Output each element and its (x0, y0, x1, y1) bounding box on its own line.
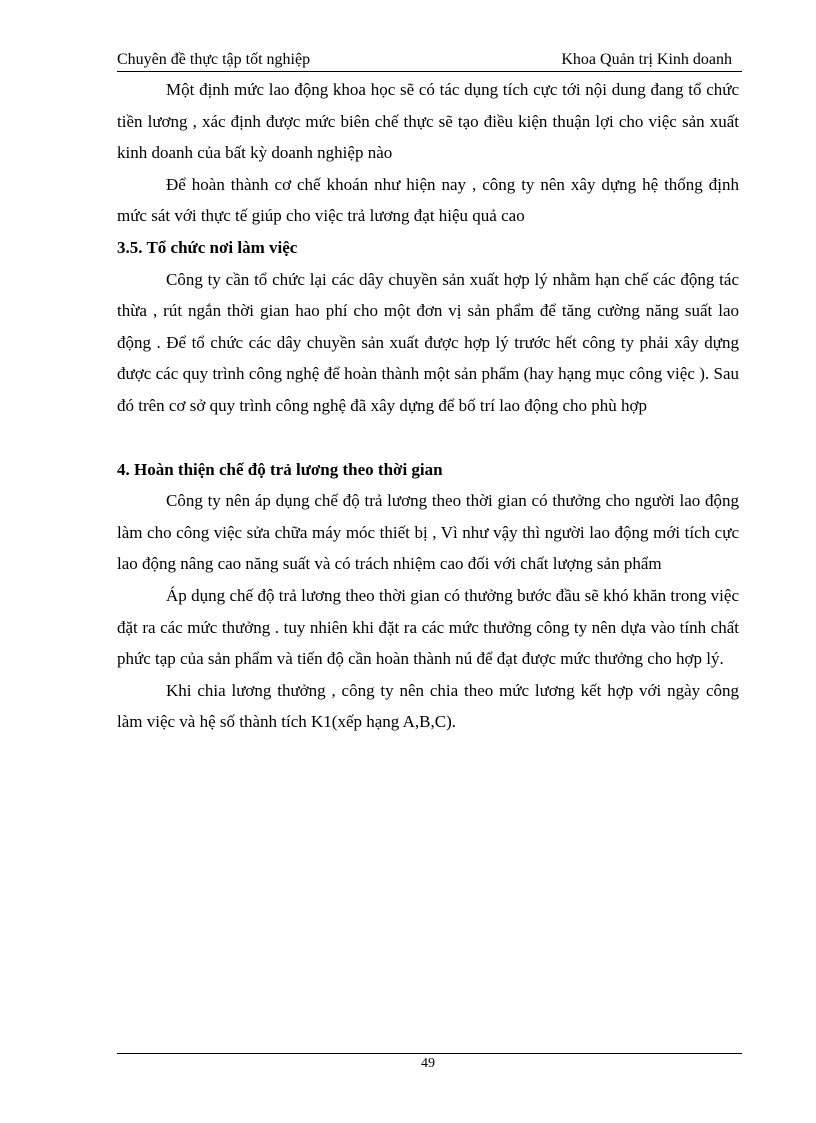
footer-divider (117, 1053, 742, 1054)
section-heading-3-5: 3.5. Tổ chức nơi làm việc (117, 237, 298, 257)
header-divider (117, 71, 742, 72)
section-spacer (117, 422, 739, 454)
paragraph-bonus-levels: Áp dụng chế độ trả lương theo thời gian có thưởng bước đầu sẽ khó khăn trong việc đặt ra các mức thưởng . tuy nhiên khi đặt ra các mức thưởng công ty nên dựa vào tính chất phức tạp của sản phẩm và tiến độ cần hoàn thành nú để đạt được mức thưởng cho hợp lý. (117, 585, 739, 669)
document-body (117, 74, 739, 738)
paragraph-bonus-distribution: Khi chia lương thưởng , công ty nên chia theo mức lương kết hợp với ngày công làm việc và hệ số thành tích K1(xếp hạng A,B,C). (117, 680, 739, 732)
header-right-department: Khoa Quản trị Kinh doanh (561, 51, 732, 68)
paragraph-contract-mechanism: Để hoàn thành cơ chế khoán như hiện nay , công ty nên xây dựng hệ thống định mức sát với thực tế giúp cho việc trả lương đạt hiệu quả cao (117, 174, 739, 226)
page-number: 49 (421, 1056, 435, 1071)
running-header (117, 50, 742, 72)
paragraph-production-lines: Công ty cần tổ chức lại các dây chuyền sản xuất hợp lý nhằm hạn chế các động tác thừa , rút ngắn thời gian hao phí cho một đơn vị sản phẩm để tăng cường năng suất lao động . Để tổ chức các dây chuyền sản xuất được hợp lý trước hết công ty phải xây dựng được các quy trình công nghệ để hoàn thành một sản phẩm (hay hạng mục công việc ). Sau đó trên cơ sở quy trình công nghệ đã xây dựng để bố trí lao động cho phù hợp (117, 269, 739, 415)
section-heading-4: 4. Hoàn thiện chế độ trả lương theo thời gian (117, 459, 443, 479)
paragraph-labor-norms: Một định mức lao động khoa học sẽ có tác dụng tích cực tới nội dung đang tổ chức tiền lương , xác định được mức biên chế thực sẽ tạo điều kiện thuận lợi cho việc sản xuất kinh doanh của bất kỳ doanh nghiệp nào (117, 80, 739, 163)
header-left-title: Chuyên đề thực tập tốt nghiệp (117, 51, 311, 68)
paragraph-time-wage-bonus: Công ty nên áp dụng chế độ trả lương theo thời gian có thưởng cho người lao động làm cho công việc sửa chữa máy móc thiết bị , Vì như vậy thì người lao động mới tích cực lao động nâng cao năng suất và có trách nhiệm cao đối với chất lượng sản phẩm (117, 491, 739, 574)
